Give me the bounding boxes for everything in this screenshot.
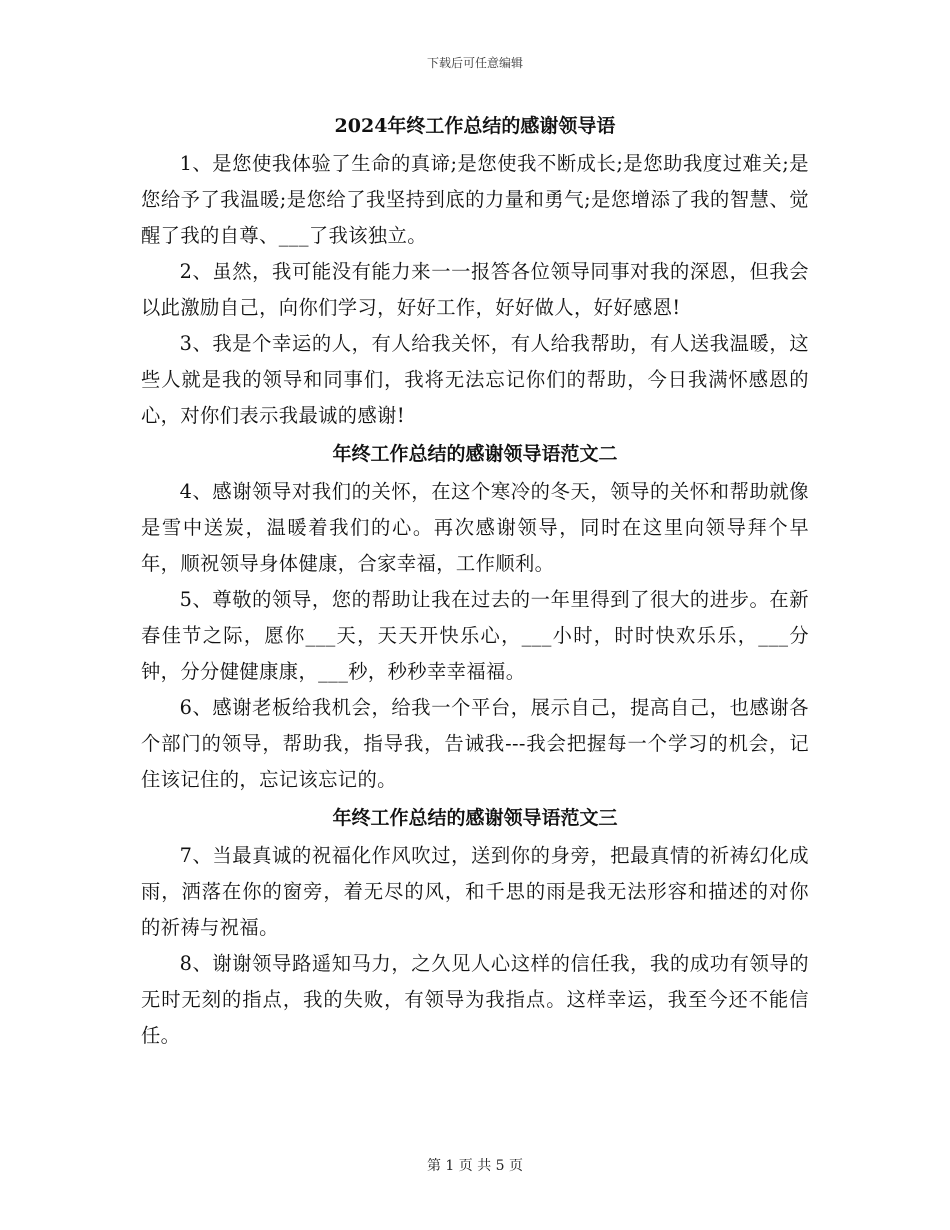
header-edit-note: 下载后可任意编辑 xyxy=(426,56,523,70)
document-body xyxy=(141,106,809,1054)
paragraph-4: 4、感谢领导对我们的关怀，在这个寒冷的冬天，领导的关怀和帮助就像是雪中送炭，温暖着我们的心。再次感谢领导，同时在这里向领导拜个早年，顺祝领导身体健康，合家幸福，工作顺利。 xyxy=(141,480,809,575)
paragraph-2: 2、虽然，我可能没有能力来一一报答各位领导同事对我的深恩，但我会以此激励自己，向你们学习，好好工作，好好做人，好好感恩! xyxy=(141,260,809,319)
paragraph-8: 8、谢谢领导路遥知马力，之久见人心这样的信任我，我的成功有领导的无时无刻的指点，我的失败，有领导为我指点。这样幸运，我至今还不能信任。 xyxy=(141,952,809,1047)
paragraph-1: 1、是您使我体验了生命的真谛;是您使我不断成长;是您助我度过难关;是您给予了我温暖;是您给了我坚持到底的力量和勇气;是您增添了我的智慧、觉醒了我的自尊、___了我该独立。 xyxy=(141,152,809,247)
section-title-3: 年终工作总结的感谢领导语范文三 xyxy=(332,807,618,829)
page-number: 第 1 页 共 5 页 xyxy=(426,1158,524,1174)
section-title-2: 年终工作总结的感谢领导语范文二 xyxy=(332,443,618,465)
paragraph-3: 3、我是个幸运的人，有人给我关怀，有人给我帮助，有人送我温暖，这些人就是我的领导和同事们，我将无法忘记你们的帮助，今日我满怀感恩的心，对你们表示我最诚的感谢! xyxy=(141,332,809,427)
paragraph-7: 7、当最真诚的祝福化作风吹过，送到你的身旁，把最真情的祈祷幻化成雨，洒落在你的窗旁，着无尽的风，和千思的雨是我无法形容和描述的对你的祈祷与祝福。 xyxy=(141,844,809,939)
paragraph-5: 5、尊敬的领导，您的帮助让我在过去的一年里得到了很大的进步。在新春佳节之际，愿你___天，天天开快乐心，___小时，时时快欢乐乐，___分钟，分分健健康康，___秒，秒秒幸幸福福。 xyxy=(141,588,809,683)
section-title-1: 2024年终工作总结的感谢领导语 xyxy=(334,115,616,137)
paragraph-6: 6、感谢老板给我机会，给我一个平台，展示自己，提高自己，也感谢各个部门的领导，帮助我，指导我，告诫我---我会把握每一个学习的机会，记住该记住的，忘记该忘记的。 xyxy=(141,696,809,791)
